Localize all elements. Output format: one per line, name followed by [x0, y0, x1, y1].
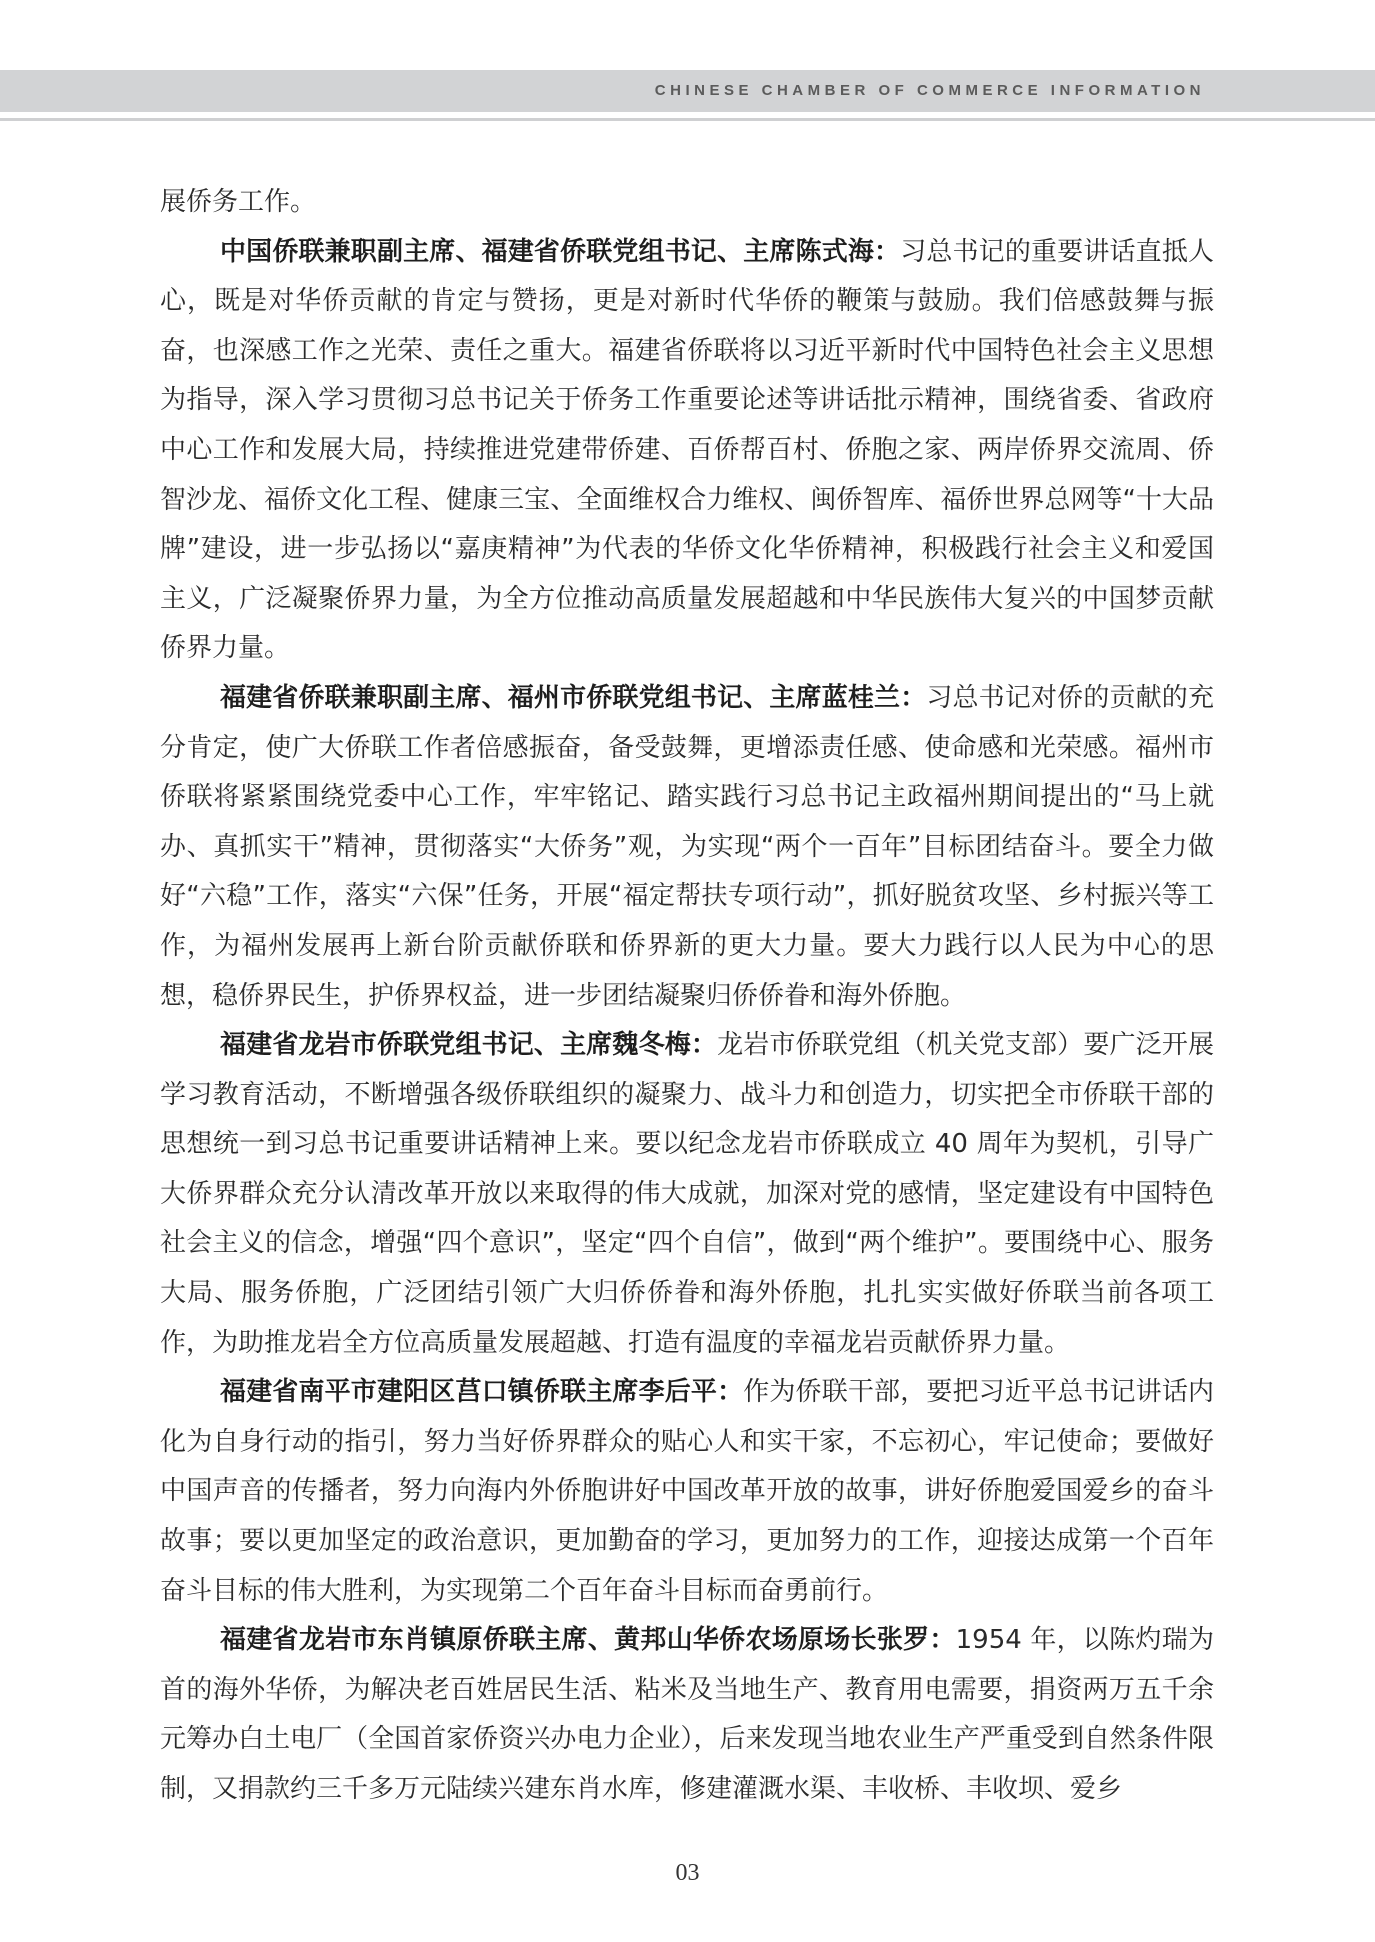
- speaker-name: 福建省龙岩市侨联党组书记、主席魏冬梅：: [220, 1030, 718, 1061]
- publication-title: CHINESE CHAMBER OF COMMERCE INFORMATION: [654, 82, 1205, 99]
- paragraph-text: 展侨务工作。: [160, 187, 317, 217]
- paragraph: [160, 1021, 1214, 1368]
- paragraph-text: 作为侨联干部，要把习近平总书记讲话内化为自身行动的指引，努力当好侨界群众的贴心人和实干家，不忘初心，牢记使命；要做好中国声音的传播者，努力向海内外侨胞讲好中国改革开放的故事，讲好侨胞爱国爱乡的奋斗故事；要以更加坚定的政治意识，更加勤奋的学习，更加努力的工作，迎接达成第一个百年奋斗目标的伟大胜利，为实现第二个百年奋斗目标而奋勇前行。: [160, 1377, 1214, 1606]
- speaker-name: 福建省南平市建阳区莒口镇侨联主席李后平：: [220, 1377, 744, 1408]
- paragraph: [160, 674, 1214, 1021]
- speaker-name: 中国侨联兼职副主席、福建省侨联党组书记、主席陈式海：: [220, 236, 901, 267]
- paragraph-text: 1954 年，以陈灼瑞为首的海外华侨，为解决老百姓居民生活、粘米及当地生产、教育用电需要，捐资两万五千余元筹办白土电厂（全国首家侨资兴办电力企业），后来发现当地农业生产严重受到自然条件限制，又捐款约三千多万元陆续兴建东肖水库，修建灌溉水渠、丰收桥、丰收坝、爱乡: [160, 1625, 1214, 1804]
- paragraph: [160, 228, 1214, 674]
- article-body: [160, 178, 1214, 1815]
- paragraph-text: 龙岩市侨联党组（机关党支部）要广泛开展学习教育活动，不断增强各级侨联组织的凝聚力、战斗力和创造力，切实把全市侨联干部的思想统一到习总书记重要讲话精神上来。要以纪念龙岩市侨联成立 40 周年为契机，引导广大侨界群众充分认清改革开放以来取得的伟大成就，加深对党的感情，坚定建设有中国特色社会主义的信念，增强“四个意识”，坚定“四个自信”，做到“两个维护”。要围绕中心、服务大局、服务侨胞，广泛团结引领广大归侨侨眷和海外侨胞，扎扎实实做好侨联当前各项工作，为助推龙岩全方位高质量发展超越、打造有温度的幸福龙岩贡献侨界力量。: [160, 1030, 1214, 1358]
- speaker-name: 福建省侨联兼职副主席、福州市侨联党组书记、主席蓝桂兰：: [220, 682, 927, 713]
- paragraph: [160, 1616, 1214, 1814]
- paragraph: [160, 1368, 1214, 1616]
- page-number: 03: [675, 1860, 700, 1886]
- paragraph: [160, 178, 1214, 228]
- speaker-name: 福建省龙岩市东肖镇原侨联主席、黄邦山华侨农场原场长张罗：: [220, 1625, 956, 1656]
- paragraph-text: 习总书记对侨的贡献的充分肯定，使广大侨联工作者倍感振奋，备受鼓舞，更增添责任感、使命感和光荣感。福州市侨联将紧紧围绕党委中心工作，牢牢铭记、踏实践行习总书记主政福州期间提出的“马上就办、真抓实干”精神，贯彻落实“大侨务”观，为实现“两个一百年”目标团结奋斗。要全力做好“六稳”工作，落实“六保”任务，开展“福定帮扶专项行动”，抓好脱贫攻坚、乡村振兴等工作，为福州发展再上新台阶贡献侨联和侨界新的更大力量。要大力践行以人民为中心的思想，稳侨界民生，护侨界权益，进一步团结凝聚归侨侨眷和海外侨胞。: [160, 682, 1214, 1011]
- header-rule: [0, 118, 1375, 121]
- paragraph-text: 习总书记的重要讲话直抵人心，既是对华侨贡献的肯定与赞扬，更是对新时代华侨的鞭策与鼓励。我们倍感鼓舞与振奋，也深感工作之光荣、责任之重大。福建省侨联将以习近平新时代中国特色社会主义思想为指导，深入学习贯彻习总书记关于侨务工作重要论述等讲话批示精神，围绕省委、省政府中心工作和发展大局，持续推进党建带侨建、百侨帮百村、侨胞之家、两岸侨界交流周、侨智沙龙、福侨文化工程、健康三宝、全面维权合力维权、闽侨智库、福侨世界总网等“十大品牌”建设，进一步弘扬以“嘉庚精神”为代表的华侨文化华侨精神，积极践行社会主义和爱国主义，广泛凝聚侨界力量，为全方位推动高质量发展超越和中华民族伟大复兴的中国梦贡献侨界力量。: [160, 236, 1214, 664]
